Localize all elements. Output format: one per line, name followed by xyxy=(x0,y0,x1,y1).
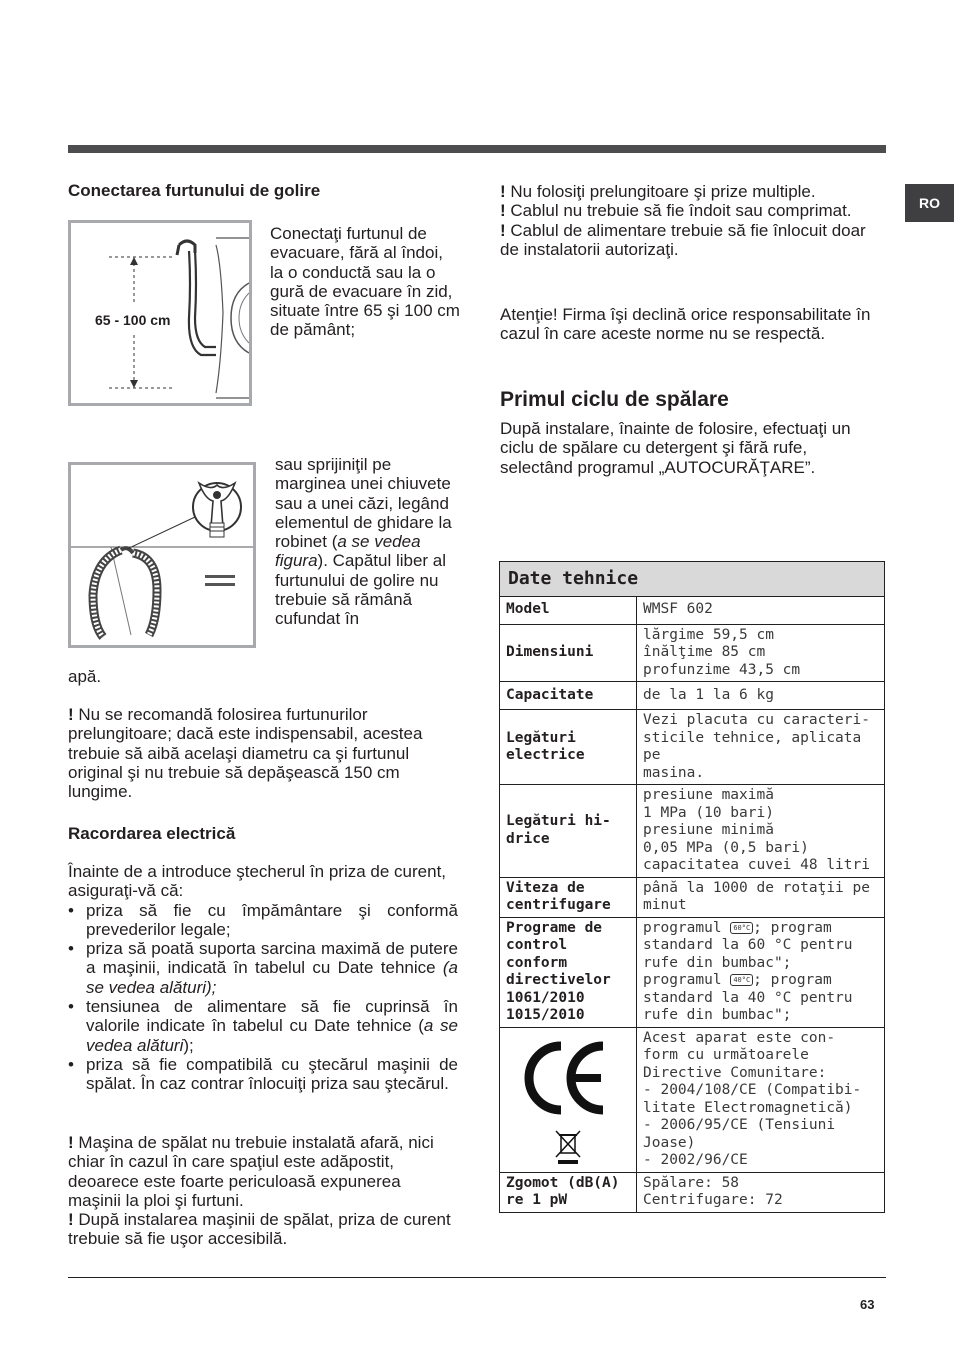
drain-heading: Conectarea furtunului de golire xyxy=(68,181,321,200)
row-label: Zgomot (dB(A) re 1 pW xyxy=(500,1172,637,1212)
list-item-text: priza să poată suporta sarcina maximă de putere a maşinii, indicată în tabelul cu Date tehnice xyxy=(86,939,458,978)
outdoor-warning xyxy=(68,1133,458,1249)
cable-warnings xyxy=(500,182,886,259)
row-label: Viteza de centrifugare xyxy=(500,877,637,917)
program-text: ; program standard la 60 °C pentru rufe din bumbac"; xyxy=(643,919,853,971)
height-range-label: 65 - 100 cm xyxy=(95,312,171,328)
cotton-program-icon: 40°C xyxy=(730,974,753,986)
list-item-emphasis: (a se vedea alături); xyxy=(86,958,458,997)
first-wash-heading: Primul ciclu de spălare xyxy=(500,388,729,411)
drain-hose-sink-drawing xyxy=(71,465,253,645)
drain-paragraph-2-part-a: sau sprijiniţil pe marginea unei chiuvete sau a unei căzi, legând elementul de ghidare la robinet ( xyxy=(275,455,452,552)
extension-hose-warning-text: Nu se recomandă folosirea furtunurilor prelungitoare; dacă este indispensabil, acestea trebuie să aibă acelaşi diametru ca şi furtunul original şi nu trebuie să depăşească 150 cm lungime. xyxy=(68,705,423,802)
warning-mark: ! xyxy=(500,182,506,201)
table-row xyxy=(500,682,885,710)
list-item xyxy=(68,939,458,997)
table-row xyxy=(500,785,885,878)
electrical-heading: Racordarea electrică xyxy=(68,824,236,843)
row-label: Model xyxy=(500,596,637,624)
list-item: • priza să fie compatibilă cu ştecărul maşinii de spălat. În caz contrar înlocuiţi priza sau ştecărul. xyxy=(68,1055,458,1094)
language-tab: RO xyxy=(905,184,954,222)
list-item-text: tensiunea de alimentare să fie cuprinsă în valorile indicate în tabelul cu Date tehnice ( xyxy=(86,997,458,1036)
warning-mark: ! xyxy=(500,201,506,221)
outdoor-warning-text: Maşina de spălat nu trebuie instalată afară, nici chiar în cazul în care spaţiul este adăpostit, deoarece este foarte periculoasă expunerea maşinii la ploi şi furtuni. xyxy=(68,1133,434,1210)
warning-mark: ! xyxy=(68,705,74,724)
table-header xyxy=(500,562,885,597)
electrical-section xyxy=(68,862,458,1094)
list-item-emphasis: a se vedea alături xyxy=(86,1016,458,1055)
list-item: • priza să fie cu împământare şi conformă prevederilor legale; xyxy=(68,901,458,940)
drain-paragraph-2-tail: apă. xyxy=(68,667,102,686)
drain-paragraph-2-part-b: ). Capătul liber al furtunului de golire nu trebuie să rămână cufundat în xyxy=(275,551,447,629)
warning-mark: ! xyxy=(68,1210,74,1230)
program-text: programul xyxy=(643,972,731,988)
table-title: Date tehnice xyxy=(500,562,885,597)
row-value: până la 1000 de rotaţii pe minut xyxy=(637,877,885,917)
program-text: ; program standard la 40 °C pentru rufe din bumbac"; xyxy=(643,972,853,1023)
row-value: lărgime 59,5 cm înălţime 85 cm profunzime 43,5 cm xyxy=(637,624,885,682)
warning-line xyxy=(500,201,886,220)
drain-paragraph-1: Conectaţi furtunul de evacuare, fără al îndoi, la o conductă sau la o gură de evacuare în zid, situate între 65 şi 100 cm de pământ; xyxy=(270,224,460,340)
certification-marks xyxy=(500,1027,637,1172)
drain-hose-sink-figure xyxy=(68,462,256,648)
table-row xyxy=(500,1027,885,1172)
first-wash-paragraph: După instalare, înainte de folosire, efectuaţi un ciclu de spălare cu detergent şi fără rufe, selectând programul „AUTOCURĂŢARE”. xyxy=(500,419,851,477)
warning-line xyxy=(500,182,886,201)
program-text: programul xyxy=(643,919,731,936)
table-row xyxy=(500,596,885,624)
warning-mark: ! xyxy=(500,220,506,240)
row-label: Dimensiuni xyxy=(500,624,637,682)
warning-text: Cablul nu trebuie să fie îndoit sau comprimat. xyxy=(510,201,852,221)
row-label: Capacitate xyxy=(500,682,637,710)
row-label: Programe de control conform directivelor 1061/2010 1015/2010 xyxy=(500,917,637,1027)
table-row xyxy=(500,624,885,682)
table-row xyxy=(500,710,885,785)
drain-paragraph-2 xyxy=(275,455,455,629)
row-value: de la 1 la 6 kg xyxy=(637,682,885,710)
row-value: presiune maximă 1 MPa (10 bari) presiune minimă 0,05 MPa (0,5 bari) capacitatea cuvei 48 litri xyxy=(637,785,885,878)
warning-line xyxy=(500,221,886,260)
page-number: 63 xyxy=(860,1297,875,1312)
list-item-text: ); xyxy=(183,1035,194,1055)
row-value: Vezi placuta cu caracteri- sticile tehnice, aplicata pe masina. xyxy=(637,710,885,785)
table-row xyxy=(500,877,885,917)
row-label: Legături electrice xyxy=(500,710,637,785)
warning-text: Nu folosiţi prelungitoare şi prize multiple. xyxy=(510,182,816,201)
liability-notice: Atenţie! Firma îşi declină orice responsabilitate în cazul în care aceste norme nu se respectă. xyxy=(500,305,871,344)
extension-hose-warning xyxy=(68,705,458,801)
electrical-intro: Înainte de a introduce ştecherul în priza de curent, asiguraţi-vă că: xyxy=(68,862,447,901)
warning-text: Cablul de alimentare trebuie să fie înlocuit doar de instalatorii autorizaţi. xyxy=(500,220,866,259)
row-value: Spălare: 58 Centrifugare: 72 xyxy=(637,1172,885,1212)
table-row xyxy=(500,917,885,1027)
table-row xyxy=(500,1172,885,1212)
drain-hose-wall-figure xyxy=(68,220,252,406)
header-rule xyxy=(68,145,886,153)
row-label: Legături hi- drice xyxy=(500,785,637,878)
list-item xyxy=(68,997,458,1055)
warning-mark: ! xyxy=(68,1133,74,1152)
row-value: WMSF 602 xyxy=(637,596,885,624)
footer-rule xyxy=(68,1277,886,1278)
row-value xyxy=(637,917,885,1027)
electrical-requirements-list xyxy=(68,901,458,1094)
drain-paragraph-2-emphasis: a se vedea figura xyxy=(275,532,421,571)
socket-access-warning-text: După instalarea maşinii de spălat, priza de curent trebuie să fie uşor accesibilă. xyxy=(68,1210,451,1249)
technical-data-table xyxy=(499,561,885,1213)
row-value: Acest aparat este con- form cu următoarele Directive Comunitare: - 2004/108/CE (Compatibi- litate Electromagnetică) - 2006/95/CE (Tensiuni Joase) - 2002/96/CE xyxy=(637,1027,885,1172)
cotton-program-icon: 60°C xyxy=(730,922,753,934)
